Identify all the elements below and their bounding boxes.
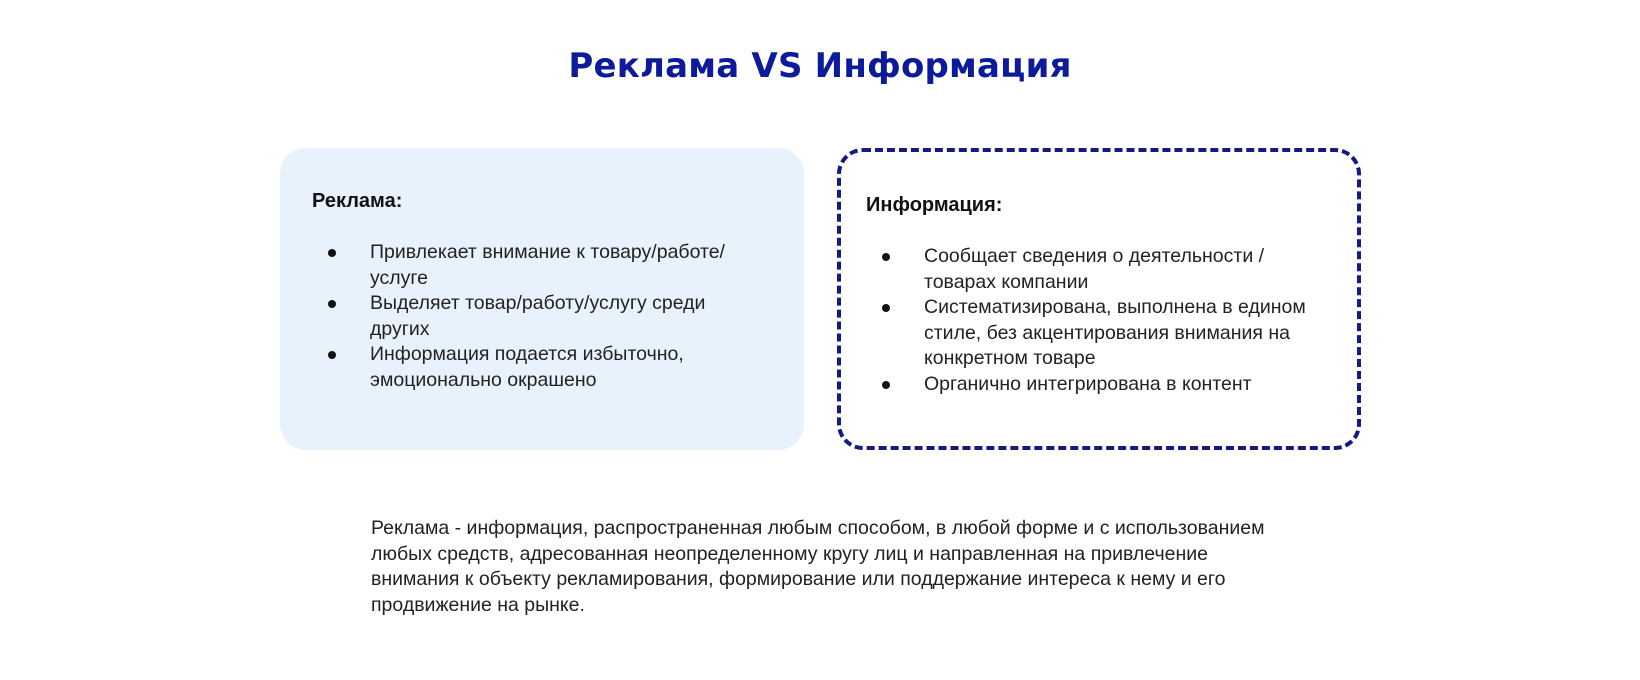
- information-heading: Информация:: [866, 194, 1003, 216]
- list-item: [320, 342, 760, 393]
- advertising-definition: Реклама - информация, распространенная любым способом, в любой форме и с использованием любых средств, адресованная неопределенному кругу лиц и направленная на привлечение внимания к объекту рекламирования, формирование или поддержание интереса к нему и его продвижение на рынке.: [371, 517, 1265, 616]
- bullet-icon: [328, 351, 336, 359]
- list-item-text: Информация подается избыточно, эмоционально окрашено: [370, 343, 684, 391]
- bullet-icon: [328, 300, 336, 308]
- bullet-icon: [882, 304, 890, 312]
- slide-title: Реклама VS Информация: [568, 46, 1072, 86]
- bullet-icon: [882, 253, 890, 261]
- list-item-text: Органично интегрирована в контент: [924, 372, 1252, 395]
- list-item-text: Привлекает внимание к товару/работе/услуге: [370, 241, 725, 289]
- list-item: [320, 240, 760, 291]
- advertising-card: [280, 148, 804, 450]
- list-item: [320, 291, 760, 342]
- list-item-text: Сообщает сведения о деятельности / товарах компании: [924, 245, 1265, 293]
- list-item: [874, 295, 1334, 372]
- information-card: [837, 148, 1361, 450]
- list-item-text: Систематизирована, выполнена в едином стиле, без акцентирования внимания на конкретном товаре: [924, 296, 1306, 369]
- list-item: [874, 244, 1334, 295]
- advertising-heading: Реклама:: [312, 190, 403, 212]
- information-list: [874, 244, 1334, 397]
- list-item: [874, 372, 1334, 398]
- list-item-text: Выделяет товар/работу/услугу среди других: [370, 292, 706, 340]
- bullet-icon: [328, 249, 336, 257]
- bullet-icon: [882, 381, 890, 389]
- advertising-list: [320, 240, 760, 393]
